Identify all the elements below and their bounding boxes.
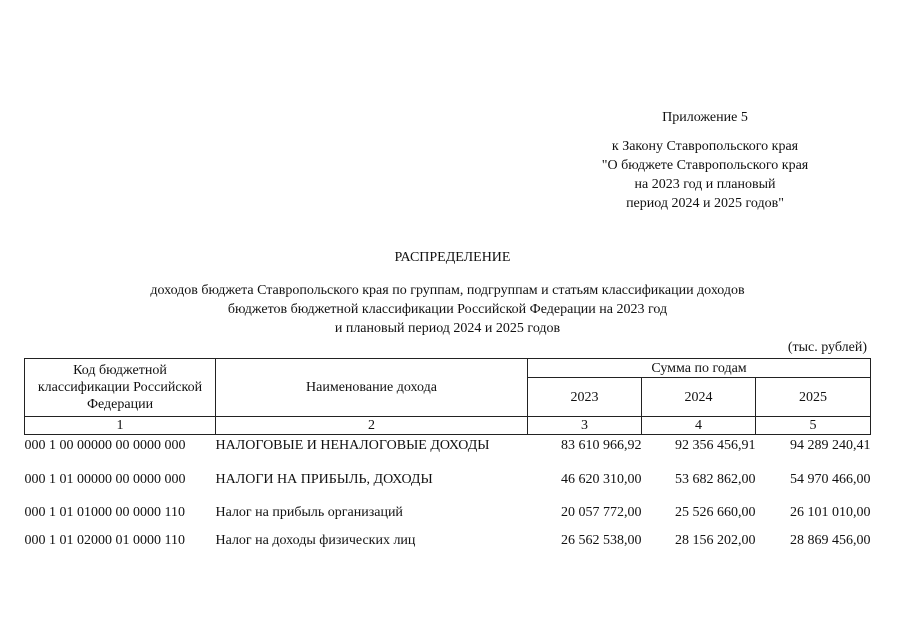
row-code: 000 1 00 00000 00 0000 000 <box>24 438 186 453</box>
header-code-line: классификации Российской <box>37 380 203 395</box>
row-name: Налог на доходы физических лиц <box>215 533 416 548</box>
row-code: 000 1 01 01000 00 0000 110 <box>24 505 185 520</box>
row-value-2025: 94 289 240,41 <box>790 438 871 453</box>
law-line: период 2024 и 2025 годов" <box>626 196 784 211</box>
table-header-row <box>25 359 871 378</box>
row-name: НАЛОГОВЫЕ И НЕНАЛОГОВЫЕ ДОХОДЫ <box>215 438 490 453</box>
row-value-2024: 53 682 862,00 <box>675 472 756 487</box>
law-line: к Закону Ставропольского края <box>611 139 799 154</box>
row-value-2025: 54 970 466,00 <box>790 472 871 487</box>
document-subtitle <box>80 281 815 338</box>
table-row <box>25 435 871 470</box>
table-row <box>25 469 871 502</box>
header-year: 2024 <box>642 378 756 417</box>
column-number: 3 <box>528 417 642 435</box>
row-value-2024: 28 156 202,00 <box>675 533 756 548</box>
row-value-2023: 26 562 538,00 <box>561 533 642 548</box>
column-number: 1 <box>25 417 216 435</box>
row-name: Налог на прибыль организаций <box>215 505 403 520</box>
header-year: 2025 <box>756 378 871 417</box>
header-sum: Сумма по годам <box>528 359 871 378</box>
appendix-number: Приложение 5 <box>662 110 748 125</box>
header-code-line: Код бюджетной <box>73 363 167 378</box>
subtitle-line: и плановый период 2024 и 2025 годов <box>334 321 561 336</box>
table-row <box>25 530 871 558</box>
law-line: на 2023 год и плановый <box>634 177 776 192</box>
table-row <box>25 502 871 530</box>
row-code: 000 1 01 02000 01 0000 110 <box>24 533 185 548</box>
row-value-2023: 46 620 310,00 <box>561 472 642 487</box>
column-numbers-row <box>25 417 871 435</box>
row-value-2025: 26 101 010,00 <box>790 505 871 520</box>
document-title: РАСПРЕДЕЛЕНИЕ <box>394 250 511 265</box>
row-name: НАЛОГИ НА ПРИБЫЛЬ, ДОХОДЫ <box>215 472 433 487</box>
row-value-2024: 92 356 456,91 <box>675 438 756 453</box>
column-number: 2 <box>216 417 528 435</box>
subtitle-line: бюджетов бюджетной классификации Российской Федерации на 2023 год <box>227 302 668 317</box>
law-line: "О бюджете Ставропольского края <box>601 158 809 173</box>
unit-label: (тыс. рублей) <box>787 340 867 355</box>
subtitle-line: доходов бюджета Ставропольского края по группам, подгруппам и статьям классификации доходов <box>150 283 745 298</box>
row-value-2023: 83 610 966,92 <box>561 438 642 453</box>
row-value-2024: 25 526 660,00 <box>675 505 756 520</box>
header-name: Наименование дохода <box>216 359 528 417</box>
column-number: 5 <box>756 417 871 435</box>
row-code: 000 1 01 00000 00 0000 000 <box>24 472 186 487</box>
header-code <box>25 359 216 417</box>
row-value-2023: 20 057 772,00 <box>561 505 642 520</box>
appendix-block <box>560 108 850 213</box>
revenue-table <box>24 358 871 558</box>
header-year: 2023 <box>528 378 642 417</box>
row-value-2025: 28 869 456,00 <box>790 533 871 548</box>
column-number: 4 <box>642 417 756 435</box>
header-code-line: Федерации <box>86 397 154 412</box>
